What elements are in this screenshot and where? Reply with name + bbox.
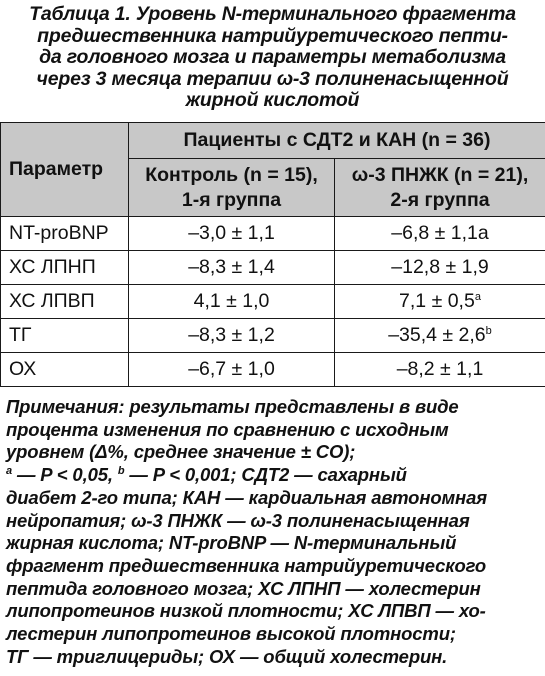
table-notes xyxy=(6,396,542,668)
row-value-omega xyxy=(335,217,545,251)
row-value-omega xyxy=(335,319,545,353)
table-row xyxy=(1,353,545,387)
value-text: 7,1 ± 0,5 xyxy=(399,290,475,312)
footnote-marker-a: a xyxy=(6,465,12,478)
notes-line xyxy=(6,464,542,487)
caption-line: предшественника натрийуретического пепти- xyxy=(37,24,508,47)
col-header-omega-line2: 2-я группа xyxy=(390,188,490,211)
group-header: Пациенты с СДТ2 и КАН (n = 36) xyxy=(129,123,545,159)
param-header: Параметр xyxy=(1,123,129,217)
table-row xyxy=(1,319,545,353)
value-text: –35,4 ± 2,6 xyxy=(388,324,486,346)
col-header-omega xyxy=(335,159,545,217)
col-header-control-line1: Контроль (n = 15), xyxy=(145,163,318,186)
col-header-omega-line1: ω-3 ПНЖК (n = 21), xyxy=(351,163,529,186)
footnote-marker-b: b xyxy=(117,465,125,478)
col-header-control-line2: 1-я группа xyxy=(181,188,282,211)
notes-line: липопротеинов низкой плотности; ХС ЛПВП — хо- xyxy=(6,600,486,622)
row-name: ХС ЛПНП xyxy=(1,251,129,285)
value-text: –6,8 ± 1,1a xyxy=(391,222,489,244)
row-name: ХС ЛПВП xyxy=(1,285,129,319)
notes-line: фрагмент предшественника натрийуретического xyxy=(6,554,487,576)
table-caption xyxy=(6,4,539,112)
value-superscript: b xyxy=(485,325,492,337)
caption-line: Таблица 1. Уровень N-терминального фрагмента xyxy=(29,3,516,25)
row-value-control: –6,7 ± 1,0 xyxy=(129,353,335,387)
notes-line: Примечания: результаты представлены в виде xyxy=(6,396,459,417)
notes-line: ТГ — триглицериды; ОХ — общий холестерин. xyxy=(6,645,448,667)
row-value-control: –8,3 ± 1,4 xyxy=(129,251,335,285)
value-text: –12,8 ± 1,9 xyxy=(391,256,489,278)
notes-line: нейропатия; ω-3 ПНЖК — ω-3 полиненасыщенная xyxy=(6,509,470,531)
notes-line: жирная кислота; NT-proBNP — N-терминальный xyxy=(6,532,457,554)
col-header-control xyxy=(129,159,335,217)
row-name: ОХ xyxy=(1,353,129,387)
value-text: –8,2 ± 1,1 xyxy=(396,358,484,380)
notes-line: лестерин липопротеинов высокой плотности; xyxy=(6,623,456,645)
notes-text: — P < 0,001; СДТ2 — сахарный xyxy=(124,464,407,486)
row-value-control: –3,0 ± 1,1 xyxy=(129,217,335,251)
row-name: NT-proBNP xyxy=(1,217,129,251)
table-row xyxy=(1,217,545,251)
data-table xyxy=(0,122,545,387)
caption-line: жирной кислотой xyxy=(185,89,360,111)
table-row xyxy=(1,285,545,319)
row-value-control: 4,1 ± 1,0 xyxy=(129,285,335,319)
notes-text: — P < 0,05, xyxy=(11,464,118,486)
row-value-omega xyxy=(335,353,545,387)
row-name: ТГ xyxy=(1,319,129,353)
notes-line: диабет 2-го типа; КАН — кардиальная автономная xyxy=(6,486,487,508)
row-value-control: –8,3 ± 1,2 xyxy=(129,319,335,353)
row-value-omega xyxy=(335,251,545,285)
notes-line: процента изменения по сравнению с исходным xyxy=(6,418,449,440)
caption-line: через 3 месяца терапии ω-3 полиненасыщенной xyxy=(36,67,509,90)
caption-line: да головного мозга и параметры метаболизма xyxy=(39,46,506,68)
notes-line: пептида головного мозга; ХС ЛПНП — холестерин xyxy=(6,577,481,599)
table-row xyxy=(1,251,545,285)
value-superscript: a xyxy=(474,291,481,303)
notes-line: уровнем (Δ%, среднее значение ± СО); xyxy=(6,441,356,463)
row-value-omega xyxy=(335,285,545,319)
